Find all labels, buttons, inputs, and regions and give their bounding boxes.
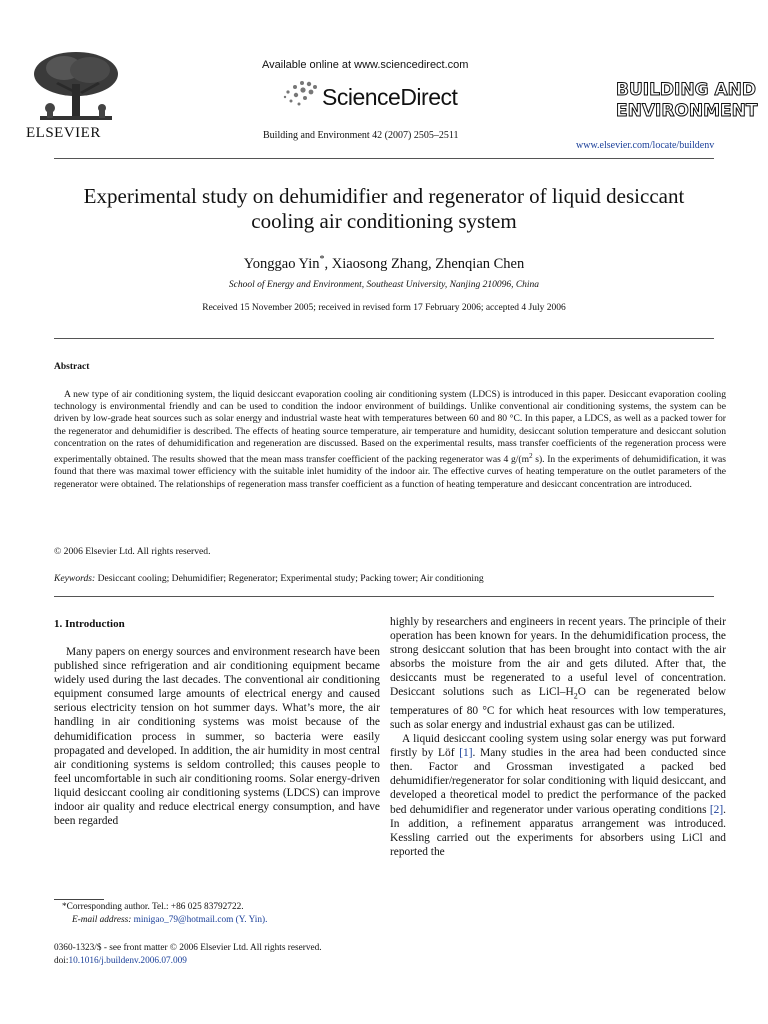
- title-line-2: cooling air conditioning system: [251, 209, 517, 233]
- email-note: [72, 915, 267, 925]
- abstract-top-divider: [54, 338, 714, 339]
- reference-link-1[interactable]: [1]: [459, 747, 473, 760]
- abstract-text-b: s). In the experiments of dehumidification, it was found that there was maximal tower efficiency with the suitable inlet humidity of the indoor air. The effective curves of heating temperature on the outlet parameters of the regenerator were obtained. The relationships of regeneration mass transfer coefficient as a function of heating temperature and desiccant concentration are introduced.: [54, 454, 726, 490]
- abstract-superscript: 2: [529, 452, 533, 461]
- journal-reference: Building and Environment 42 (2007) 2505–2511: [263, 130, 459, 141]
- right-p2-text-c: . In addition, a refinement apparatus arrangement was introduced. Kessling carried out the experiments for absorbers using LiCl and reported the: [390, 803, 726, 858]
- other-authors: , Xiaosong Zhang, Zhenqian Chen: [324, 255, 525, 272]
- publisher-name: ELSEVIER: [26, 125, 101, 141]
- keywords: [54, 573, 484, 584]
- keywords-label: Keywords:: [54, 573, 96, 584]
- intro-right-paragraph-2: [390, 732, 726, 859]
- sciencedirect-dots-icon: [282, 80, 318, 108]
- abstract-body: [54, 389, 726, 491]
- author-yin[interactable]: Yonggao Yin: [243, 255, 320, 272]
- email-link[interactable]: minigao_79@hotmail.com (Y. Yin).: [131, 915, 268, 925]
- copyright-notice: © 2006 Elsevier Ltd. All rights reserved.: [54, 546, 211, 557]
- journal-logo-line2: ENVIRONMENT: [616, 101, 758, 121]
- header-divider: [54, 158, 714, 159]
- right-p1-subscript: 2: [573, 691, 578, 701]
- section-heading-introduction: 1. Introduction: [54, 618, 125, 630]
- corresponding-author-note: *Corresponding author. Tel.: +86 025 83792722.: [62, 902, 244, 912]
- intro-right-column: [390, 615, 726, 859]
- journal-url-link[interactable]: www.elsevier.com/locate/buildenv: [576, 140, 715, 151]
- sciencedirect-wordmark: ScienceDirect: [322, 84, 458, 110]
- author-list: [40, 254, 728, 273]
- issn-line: 0360-1323/$ - see front matter © 2006 Elsevier Ltd. All rights reserved.: [54, 943, 322, 953]
- right-p1-text-b: O can be regenerated below temperatures of 80 °C for which heat resources with low temperatures, such as solar energy and industrial exhaust gas can be utilized.: [390, 686, 726, 731]
- right-p2-text-a: A liquid desiccant cooling system using solar energy was put forward firstly by Löf: [390, 733, 726, 760]
- doi-link[interactable]: 10.1016/j.buildenv.2006.07.009: [68, 956, 187, 966]
- title-line-1: Experimental study on dehumidifier and regenerator of liquid desiccant: [83, 184, 685, 208]
- intro-left-paragraph: Many papers on energy sources and environment research have been published since refrigeration and air conditioning equipment became widely used during the last decades. The conventional air conditioning equipment consumed large amounts of electrical energy and caused serious electricity tension on hot summer days. What’s more, the air handling in air conditioning systems was moist because of the dehumidification process in summer, so bacteria were easily propagated and developed. In addition, the air humidity in most central air conditioning systems is seldom controlled; this causes people to feel uncomfortable in such air conditioning rooms. Solar energy-driven liquid desiccant cooling air conditioning systems (LDCS) can improve indoor air quality and reduce electrical energy consumption, and have been regarded: [54, 646, 380, 828]
- footnote-divider: [54, 899, 104, 900]
- affiliation: School of Energy and Environment, Southeast University, Nanjing 210096, China: [228, 280, 540, 290]
- intro-right-paragraph-1: [390, 615, 726, 732]
- reference-link-2[interactable]: [2]: [709, 803, 724, 816]
- doi-prefix: doi:: [54, 956, 69, 966]
- abstract-heading: Abstract: [54, 362, 90, 372]
- corresponding-mark: *: [319, 254, 325, 265]
- received-dates: Received 15 November 2005; received in revised form 17 February 2006; accepted 4 July 2006: [202, 303, 566, 313]
- email-label: E-mail address:: [72, 915, 132, 925]
- right-p2-text-b: . Many studies in the area had been conducted since then. Factor and Grossman investigated a packed bed dehumidifier/regenerator for solar conditioning with liquid desiccant, and developed a theoretical model to predict the performance of the packed bed dehumidifier and regenerator under various operating conditions: [390, 747, 726, 816]
- journal-logo-line1: BUILDING AND: [616, 80, 756, 100]
- elsevier-tree-logo: [26, 48, 126, 136]
- available-online-text: Available online at www.sciencedirect.com: [262, 59, 469, 71]
- abstract-bottom-divider: [54, 596, 714, 597]
- abstract-text-a: A new type of air conditioning system, the liquid desiccant evaporation cooling air conditioning system (LDCS) is introduced in this paper. Desiccant evaporation cooling technology is environmental friendly and can be used to condition the indoor environment of buildings. Unlike conventional air conditioning systems, the system can be driven by low-grade heat sources such as solar energy and industrial waste heat with temperatures between 60 and 80 °C. In this paper, a LDCS, as well as a packed tower for the regenerator and dehumidifier is described. The effects of heating source temperature, air temperature and humidity, desiccant solution temperature and desiccant solution concentration on the rates of dehumidification and regeneration are discussed. Based on the experimental results, mass transfer coefficients of the regeneration process were experimentally obtained. The results showed that the mean mass transfer coefficient of the packing regenerator was 4 g/(m: [54, 389, 726, 466]
- doi-line: [54, 956, 187, 966]
- keywords-list: Desiccant cooling; Dehumidifier; Regenerator; Experimental study; Packing tower; Air conditioning: [95, 573, 484, 584]
- article-title: [40, 184, 728, 234]
- right-p1-text-a: highly by researchers and engineers in recent years. The principle of their operation has been known for years. In the dehumidification process, the strong desiccant solution that has been brought into contact with the air absorbs the moisture from the air and gets diluted. After that, the desiccants must be regenerated to a useful level of concentration. Desiccant solutions such as LiCl–H: [390, 616, 726, 699]
